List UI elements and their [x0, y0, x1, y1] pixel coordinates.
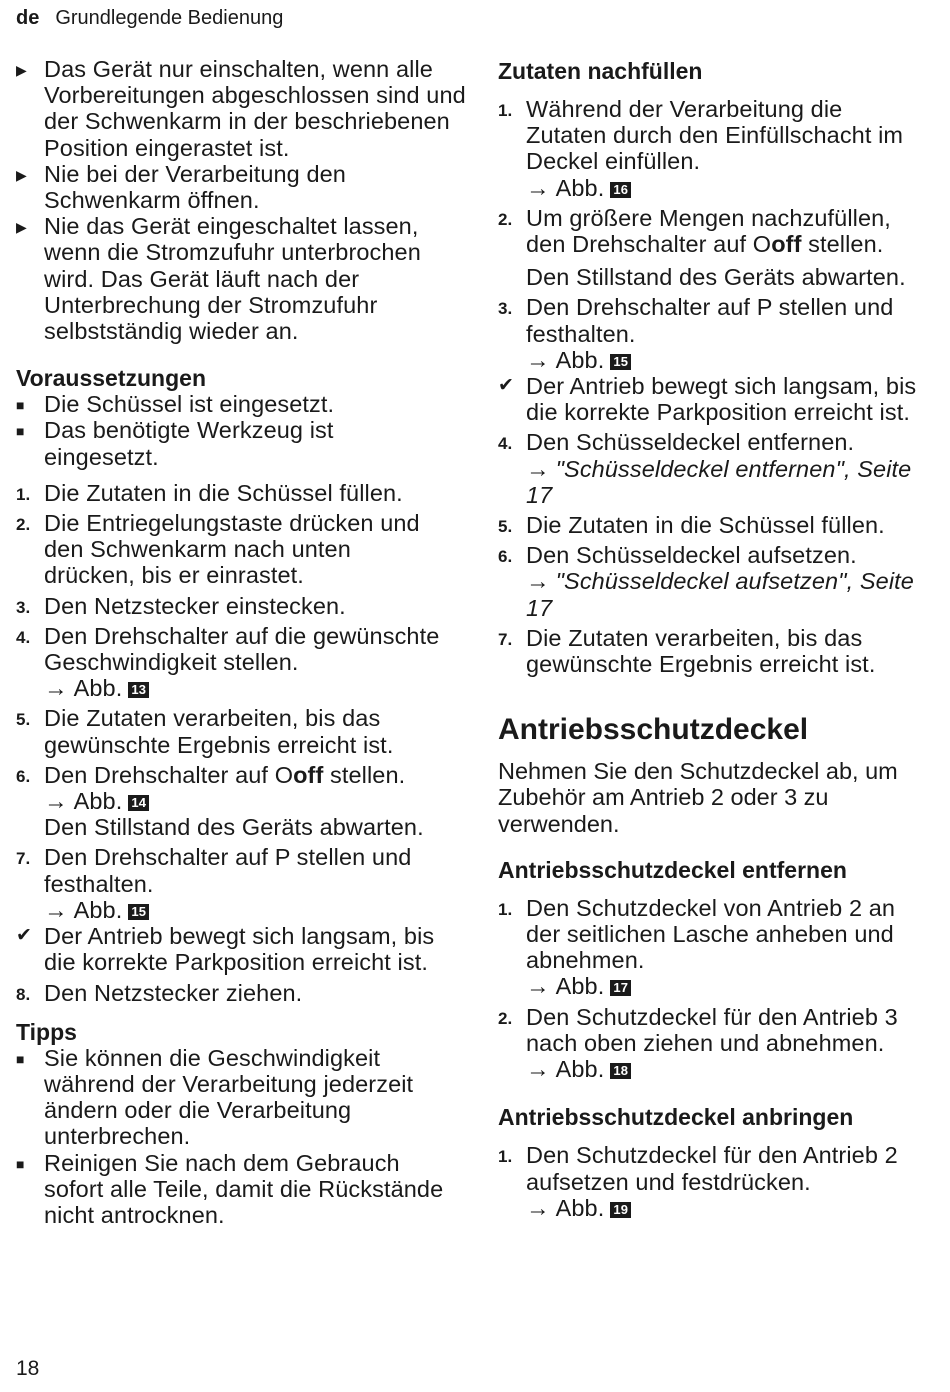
- step-3: 3. Den Netzstecker einstecken.: [16, 592, 346, 619]
- warning-item: ▶ Nie das Gerät eingeschaltet lassen, wenn die Stromzufuhr unterbrochen wird. Das Gerät läuft nach der Unterbrechung der Stromzufuhr selbstständig wieder an.: [16, 213, 421, 345]
- square-bullet-icon: ■: [16, 423, 25, 440]
- step-2: 2. Die Entriegelungstaste drücken und den Schwenkarm nach unten drücken, bis er einrastet.: [16, 510, 420, 589]
- arrow-right-icon: →: [526, 973, 550, 1000]
- attach-step-1: 1. Den Schutzdeckel für den Antrieb 2 aufsetzen und festdrücken. → Abb. 19: [498, 1142, 930, 1221]
- figure-reference: → Abb. 13: [44, 675, 464, 701]
- step-7: 7. Den Drehschalter auf P stellen und festhalten. → Abb. 15: [16, 844, 456, 923]
- figure-number-badge: 14: [128, 795, 149, 811]
- square-bullet-icon: ■: [16, 397, 25, 414]
- heading-zutaten-nachfuellen: Zutaten nachfüllen: [498, 58, 703, 84]
- page-number: 18: [16, 1357, 40, 1380]
- figure-number-badge: 19: [610, 1202, 631, 1218]
- figure-reference: → Abb. 15: [44, 897, 456, 923]
- figure-reference: → Abb. 14: [44, 788, 456, 814]
- arrow-right-icon: →: [44, 675, 68, 702]
- figure-reference: → Abb. 18: [526, 1056, 916, 1082]
- page-reference: → "Schüsseldeckel entfernen", Seite 17: [526, 455, 912, 508]
- square-bullet-icon: ■: [16, 1050, 25, 1067]
- intro-text: Nehmen Sie den Schutzdeckel ab, um Zubehör am Antrieb 2 oder 3 zu verwenden.: [498, 758, 898, 837]
- refill-step-1: 1. Während der Verarbeitung die Zutaten durch den Einfüllschacht im Deckel einfüllen. → Abb. 16: [498, 96, 916, 201]
- heading-anbringen: Antriebsschutzdeckel anbringen: [498, 1104, 854, 1131]
- tip-item: ■ Reinigen Sie nach dem Gebrauch sofort alle Teile, damit die Rückstände nicht antrocknen.: [16, 1149, 444, 1228]
- warning-item: ▶ Das Gerät nur einschalten, wenn alle Vorbereitungen abgeschlossen sind und der Schwenkarm in der beschriebenen Position eingerastet ist.: [16, 56, 466, 161]
- figure-number-badge: 18: [610, 1063, 631, 1079]
- refill-step-2: 2. Um größere Mengen nachzufüllen, den Drehschalter auf Ooff stellen. Den Stillstand des Geräts abwarten.: [498, 204, 906, 291]
- requirement-item: ■ Das benötigte Werkzeug ist eingesetzt.: [16, 417, 334, 470]
- step-result: ✔ Der Antrieb bewegt sich langsam, bis die korrekte Parkposition erreicht ist.: [16, 923, 435, 976]
- language-code: de: [16, 7, 40, 29]
- figure-reference: → Abb. 17: [526, 973, 930, 999]
- heading-antriebsschutzdeckel: Antriebsschutzdeckel: [498, 713, 809, 747]
- figure-number-badge: 16: [610, 182, 631, 198]
- arrow-right-icon: →: [526, 455, 550, 482]
- arrow-right-icon: →: [526, 568, 550, 595]
- figure-number-badge: 15: [128, 904, 149, 920]
- figure-reference: → Abb. 15: [526, 347, 930, 373]
- heading-entfernen: Antriebsschutzdeckel entfernen: [498, 856, 847, 883]
- off-symbol-icon: O: [274, 761, 294, 788]
- figure-number-badge: 15: [610, 354, 631, 370]
- triangle-bullet-icon: ▶: [16, 62, 27, 78]
- arrow-right-icon: →: [44, 896, 68, 923]
- figure-number-badge: 13: [128, 682, 149, 698]
- step-note: Den Stillstand des Geräts abwarten.: [44, 814, 424, 841]
- requirement-item: ■ Die Schüssel ist eingesetzt.: [16, 391, 335, 418]
- remove-step-2: 2. Den Schutzdeckel für den Antrieb 3 nach oben ziehen und abnehmen. → Abb. 18: [498, 1004, 916, 1083]
- step-6: 6. Den Drehschalter auf Ooff stellen. → Abb. 14 Den Stillstand des Geräts abwarten.: [16, 762, 456, 841]
- figure-reference: → Abb. 16: [526, 175, 916, 201]
- refill-step-4: 4. Den Schüsseldeckel entfernen. → "Schüsseldeckel entfernen", Seite 17: [498, 429, 930, 508]
- triangle-bullet-icon: ▶: [16, 219, 27, 236]
- refill-step-5: 5. Die Zutaten in die Schüssel füllen.: [498, 512, 885, 539]
- heading-tipps: Tipps: [16, 1018, 77, 1045]
- arrow-right-icon: →: [44, 788, 68, 815]
- triangle-bullet-icon: ▶: [16, 166, 27, 183]
- page-reference: → "Schüsseldeckel aufsetzen", Seite 17: [526, 568, 914, 621]
- step-note: Den Stillstand des Geräts abwarten.: [526, 264, 906, 291]
- warning-item: ▶ Nie bei der Verarbeitung den Schwenkarm öffnen.: [16, 160, 346, 214]
- figure-reference: → Abb. 19: [526, 1195, 930, 1221]
- refill-result: ✔ Der Antrieb bewegt sich langsam, bis die korrekte Parkposition erreicht ist.: [498, 373, 917, 426]
- step-4: 4. Den Drehschalter auf die gewünschte Geschwindigkeit stellen. → Abb. 13: [16, 623, 464, 702]
- heading-voraussetzungen: Voraussetzungen: [16, 365, 206, 392]
- square-bullet-icon: ■: [16, 1155, 25, 1172]
- step-1: 1. Die Zutaten in die Schüssel füllen.: [16, 479, 403, 506]
- checkmark-icon: ✔: [498, 375, 515, 397]
- arrow-right-icon: →: [526, 1194, 550, 1221]
- arrow-right-icon: →: [526, 174, 550, 201]
- refill-step-7: 7. Die Zutaten verarbeiten, bis das gewünschte Ergebnis erreicht ist.: [498, 624, 876, 678]
- section-title: Grundlegende Bedienung: [55, 7, 284, 29]
- off-symbol-icon: O: [752, 231, 772, 258]
- right-column: [498, 58, 930, 1221]
- left-column: [16, 56, 466, 1228]
- arrow-right-icon: →: [526, 1056, 550, 1083]
- tip-item: ■ Sie können die Geschwindigkeit während der Verarbeitung jederzeit ändern oder die Verarbeitung unterbrechen.: [16, 1044, 414, 1150]
- arrow-right-icon: →: [526, 346, 550, 373]
- remove-step-1: 1. Den Schutzdeckel von Antrieb 2 an der seitlichen Lasche anheben und abnehmen. → Abb. 17: [498, 895, 930, 1000]
- refill-step-3: 3. Den Drehschalter auf P stellen und festhalten. → Abb. 15: [498, 294, 930, 373]
- checkmark-icon: ✔: [16, 925, 33, 947]
- step-8: 8. Den Netzstecker ziehen.: [16, 979, 303, 1006]
- figure-number-badge: 17: [610, 980, 631, 996]
- page-header: [16, 7, 283, 30]
- refill-step-6: 6. Den Schüsseldeckel aufsetzen. → "Schüsseldeckel aufsetzen", Seite 17: [498, 542, 930, 621]
- step-5: 5. Die Zutaten verarbeiten, bis das gewünschte Ergebnis erreicht ist.: [16, 705, 394, 758]
